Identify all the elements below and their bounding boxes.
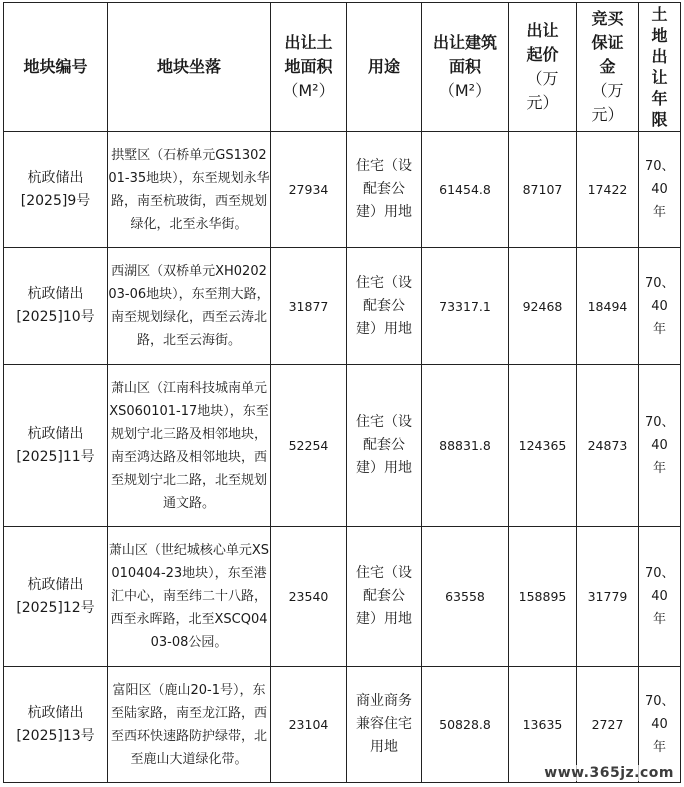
row-term: 70、40年: [639, 132, 681, 248]
row-term: 70、40年: [639, 365, 681, 527]
row-use: 住宅（设配套公建）用地: [347, 527, 422, 667]
row-deposit: 2727: [577, 667, 639, 783]
header-building-area-unit: （M²）: [438, 81, 492, 100]
header-deposit-unit: （万元）: [591, 81, 624, 124]
row-id: 杭政储出[2025]11号: [4, 365, 108, 527]
row-start-price: 158895: [509, 527, 577, 667]
row-building-area: 88831.8: [422, 365, 509, 527]
row-land-area: 52254: [271, 365, 347, 527]
header-deposit: 竞买保证金 （万元）: [577, 3, 639, 132]
table-row: [4, 527, 681, 667]
row-id: 杭政储出[2025]13号: [4, 667, 108, 783]
row-id: 杭政储出[2025]9号: [4, 132, 108, 248]
header-start-price: 出让起价 （万元）: [509, 3, 577, 132]
header-location: 地块坐落: [108, 3, 271, 132]
table-row: [4, 248, 681, 365]
row-location: 西湖区（双桥单元XH020203-06地块），东至荆大路，南至规划绿化，西至云涛北路，北至云海街。: [108, 248, 271, 365]
row-location: 拱墅区（石桥单元GS130201-35地块），东至规划永华路，南至杭玻街，西至规划绿化，北至永华街。: [108, 132, 271, 248]
row-building-area: 61454.8: [422, 132, 509, 248]
header-id: 地块编号: [4, 3, 108, 132]
table-row: [4, 365, 681, 527]
row-term: 70、40年: [639, 667, 681, 783]
header-building-area: 出让建筑面积 （M²）: [422, 3, 509, 132]
row-deposit: 17422: [577, 132, 639, 248]
land-auction-table: [3, 2, 681, 783]
row-land-area: 23540: [271, 527, 347, 667]
site-watermark: www.365jz.com: [544, 765, 674, 781]
row-term: 70、40年: [639, 248, 681, 365]
row-id: 杭政储出[2025]10号: [4, 248, 108, 365]
row-building-area: 63558: [422, 527, 509, 667]
row-id: 杭政储出[2025]12号: [4, 527, 108, 667]
row-land-area: 31877: [271, 248, 347, 365]
table-header-row: [4, 3, 681, 132]
header-start-price-unit: （万元）: [526, 69, 559, 112]
row-location: 萧山区（世纪城核心单元XS010404-23地块），东至港汇中心，南至纬二十八路，西至永晖路，北至XSCQ0403-08公园。: [108, 527, 271, 667]
row-start-price: 92468: [509, 248, 577, 365]
row-use: 住宅（设配套公建）用地: [347, 132, 422, 248]
row-deposit: 18494: [577, 248, 639, 365]
table-row: [4, 132, 681, 248]
row-use: 住宅（设配套公建）用地: [347, 248, 422, 365]
row-building-area: 50828.8: [422, 667, 509, 783]
row-deposit: 24873: [577, 365, 639, 527]
row-building-area: 73317.1: [422, 248, 509, 365]
header-term: 土地出让年限: [639, 3, 681, 132]
row-start-price: 13635: [509, 667, 577, 783]
row-use: 商业商务兼容住宅用地: [347, 667, 422, 783]
row-land-area: 27934: [271, 132, 347, 248]
header-use: 用途: [347, 3, 422, 132]
header-land-area-unit: （M²）: [282, 81, 335, 100]
row-use: 住宅（设配套公建）用地: [347, 365, 422, 527]
row-land-area: 23104: [271, 667, 347, 783]
row-location: 富阳区（鹿山20-1号），东至陆家路，南至龙江路，西至西环快速路防护绿带，北至鹿山大道绿化带。: [108, 667, 271, 783]
row-start-price: 124365: [509, 365, 577, 527]
header-land-area: 出让土地面积 （M²）: [271, 3, 347, 132]
row-location: 萧山区（江南科技城南单元XS060101-17地块），东至规划宁北三路及相邻地块，南至鸿达路及相邻地块，西至规划宁北二路，北至规划通文路。: [108, 365, 271, 527]
row-deposit: 31779: [577, 527, 639, 667]
row-start-price: 87107: [509, 132, 577, 248]
row-term: 70、40年: [639, 527, 681, 667]
